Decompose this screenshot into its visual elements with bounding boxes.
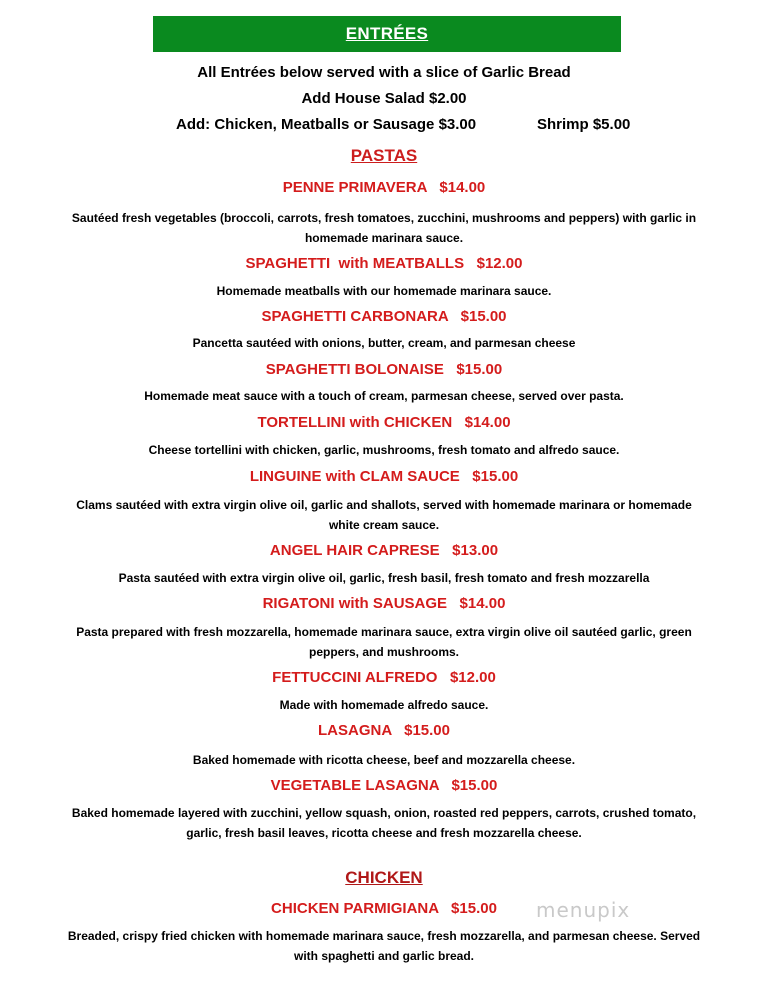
intro-house-salad: Add House Salad $2.00 bbox=[301, 90, 467, 107]
menu-item-title: LINGUINE with CLAM SAUCE $15.00 bbox=[249, 468, 519, 485]
menu-item-title: PENNE PRIMAVERA $14.00 bbox=[282, 179, 486, 196]
menu-item-desc: Pancetta sautéed with onions, butter, cream, and parmesan cheese bbox=[192, 336, 576, 350]
menu-item-desc: Baked homemade layered with zucchini, yellow squash, onion, roasted red peppers, carrots, crushed tomato, garlic, fresh basil leaves, ricotta cheese and fresh mozzarella cheese. bbox=[71, 806, 697, 840]
menu-item-desc: Made with homemade alfredo sauce. bbox=[279, 698, 489, 712]
menu-item-desc: Cheese tortellini with chicken, garlic, mushrooms, fresh tomato and alfredo sauce. bbox=[148, 443, 620, 457]
menu-item-desc: Breaded, crispy fried chicken with homemade marinara sauce, fresh mozzarella, and parmesan cheese. Served with spaghetti and garlic bread. bbox=[67, 929, 701, 963]
menu-item-title: RIGATONI with SAUSAGE $14.00 bbox=[262, 595, 506, 612]
menu-item-title: FETTUCCINI ALFREDO $12.00 bbox=[272, 669, 496, 686]
menu-item-title: LASAGNA $15.00 bbox=[318, 722, 450, 739]
section-heading-pastas: PASTAS bbox=[350, 146, 418, 165]
menu-item-desc: Clams sautéed with extra virgin olive oil, garlic and shallots, served with homemade marinara or homemade white cream sauce. bbox=[76, 498, 692, 532]
menu-item-desc: Pasta prepared with fresh mozzarella, homemade marinara sauce, extra virgin olive oil sautéed garlic, green peppers, and mushrooms. bbox=[76, 625, 692, 659]
intro-shrimp: Shrimp $5.00 bbox=[537, 116, 631, 133]
menu-item-desc: Pasta sautéed with extra virgin olive oil, garlic, fresh basil, fresh tomato and fresh mozzarella bbox=[118, 571, 650, 585]
menu-item-desc: Baked homemade with ricotta cheese, beef and mozzarella cheese. bbox=[192, 753, 576, 767]
menu-item-desc: Homemade meat sauce with a touch of cream, parmesan cheese, served over pasta. bbox=[144, 389, 624, 403]
intro-addons: Add: Chicken, Meatballs or Sausage $3.00 bbox=[176, 116, 477, 133]
menu-item-title: SPAGHETTI CARBONARA $15.00 bbox=[261, 308, 507, 325]
menu-item-title: SPAGHETTI BOLONAISE $15.00 bbox=[265, 361, 503, 378]
menu-item-title: ANGEL HAIR CAPRESE $13.00 bbox=[269, 542, 499, 559]
entrees-banner bbox=[153, 16, 621, 52]
menu-item-title: CHICKEN PARMIGIANA $15.00 bbox=[271, 900, 497, 917]
page-title: ENTRÉES bbox=[345, 24, 429, 43]
menu-item-title: SPAGHETTI with MEATBALLS $12.00 bbox=[245, 255, 523, 272]
menu-item-title: VEGETABLE LASAGNA $15.00 bbox=[270, 777, 498, 794]
section-heading-chicken: CHICKEN bbox=[345, 868, 423, 887]
intro-garlic-bread: All Entrées below served with a slice of Garlic Bread bbox=[197, 64, 571, 81]
menupix-watermark: menupix bbox=[536, 898, 631, 922]
menu-item-desc: Homemade meatballs with our homemade marinara sauce. bbox=[216, 284, 552, 298]
menu-item-title: TORTELLINI with CHICKEN $14.00 bbox=[257, 414, 511, 431]
menu-item-desc: Sautéed fresh vegetables (broccoli, carrots, fresh tomatoes, zucchini, mushrooms and peppers) with garlic in homemade marinara sauce. bbox=[71, 211, 697, 245]
